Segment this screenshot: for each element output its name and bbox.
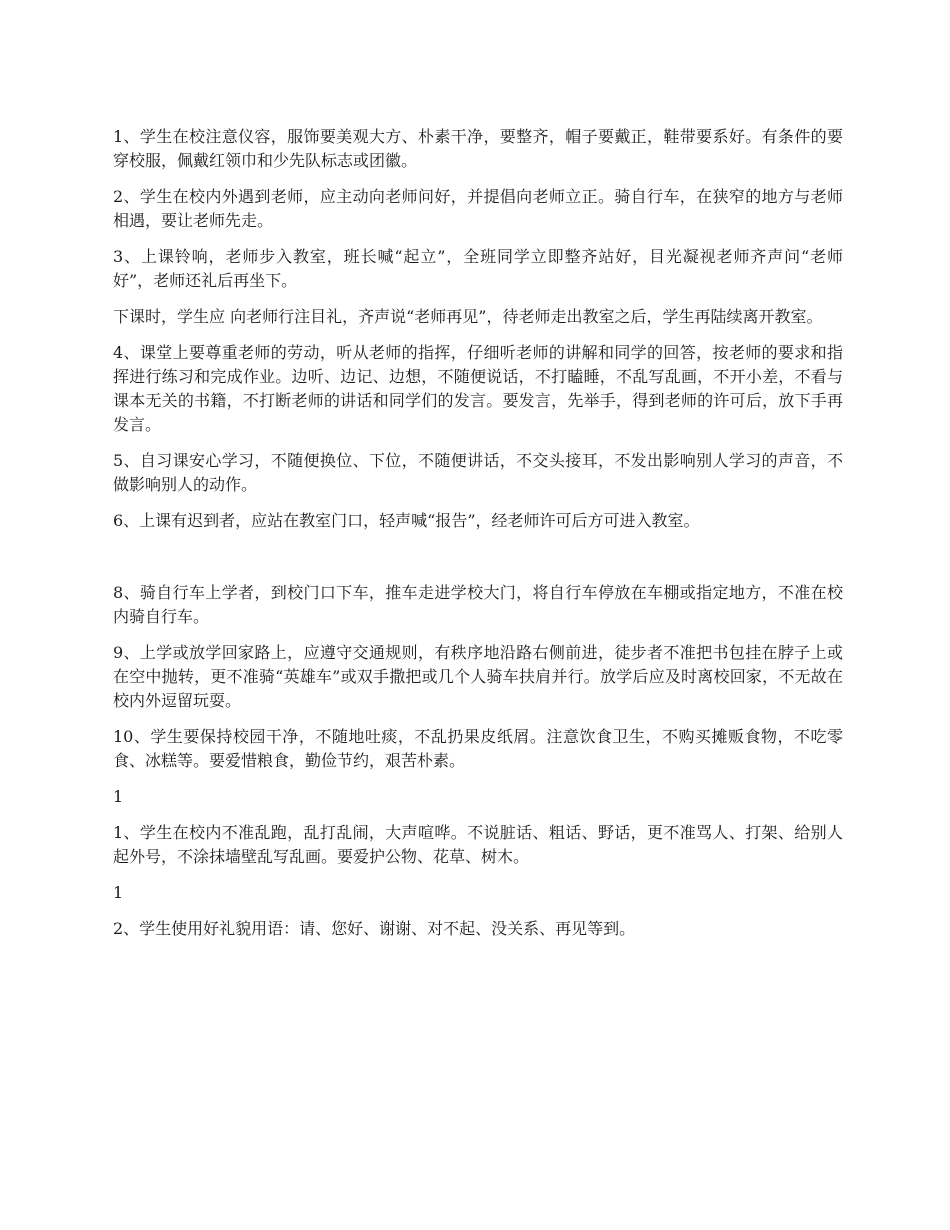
paragraph-after-class: 下课时，学生应 向老师行注目礼，齐声说“老师再见”，待老师走出教室之后，学生再陆续离开教室。 (113, 307, 823, 326)
paragraph-4: 4、课堂上要尊重老师的劳动，听从老师的指挥，仔细听老师的讲解和同学的回答，按老师的要求和指挥进行练习和完成作业。边听、边记、边想，不随便说话，不打瞌睡，不乱写乱画，不开小差，不看与课本无关的书籍，不打断老师的讲话和同学们的发言。要发言，先举手，得到老师的许可后，放下手再发言。 (113, 343, 843, 434)
paragraph-2: 2、学生在校内外遇到老师，应主动向老师问好，并提倡向老师立正。骑自行车，在狭窄的地方与老师相遇，要让老师先走。 (113, 187, 843, 230)
document-body (113, 125, 843, 953)
paragraph-9: 9、上学或放学回家路上，应遵守交通规则，有秩序地沿路右侧前进，徒步者不准把书包挂在脖子上或在空中抛转，更不准骑“英雄车”或双手撒把或几个人骑车扶肩并行。放学后应及时离校回家，不无故在校内外逗留玩耍。 (113, 643, 843, 710)
paragraph-section-1: 1、学生在校内不准乱跑，乱打乱闹，大声喧哗。不说脏话、粗话、野话，更不准骂人、打架、给别人起外号，不涂抹墙壁乱写乱画。要爱护公物、花草、树木。 (113, 823, 843, 866)
paragraph-section-2: 2、学生使用好礼貌用语：请、您好、谢谢、对不起、没关系、再见等到。 (113, 919, 636, 938)
paragraph-5: 5、自习课安心学习，不随便换位、下位，不随便讲话，不交头接耳，不发出影响别人学习的声音，不做影响别人的动作。 (113, 451, 843, 494)
paragraph-8: 8、骑自行车上学者，到校门口下车，推车走进学校大门，将自行车停放在车棚或指定地方，不准在校内骑自行车。 (113, 583, 843, 626)
paragraph-1: 1、学生在校注意仪容，服饰要美观大方、朴素干净，要整齐，帽子要戴正，鞋带要系好。有条件的要穿校服，佩戴红领巾和少先队标志或团徽。 (113, 127, 843, 170)
blank-spacer (113, 545, 843, 581)
section-number: 1 (113, 883, 124, 902)
section-number: 1 (113, 787, 124, 806)
paragraph-3: 3、上课铃响，老师步入教室，班长喊“起立”，全班同学立即整齐站好，目光凝视老师齐声问“老师好”，老师还礼后再坐下。 (113, 247, 843, 290)
paragraph-6: 6、上课有迟到者，应站在教室门口，轻声喊“报告”，经老师许可后方可进入教室。 (113, 511, 700, 530)
paragraph-10: 10、学生要保持校园干净，不随地吐痰，不乱扔果皮纸屑。注意饮食卫生，不购买摊贩食物，不吃零食、冰糕等。要爱惜粮食，勤俭节约，艰苦朴素。 (113, 727, 843, 770)
